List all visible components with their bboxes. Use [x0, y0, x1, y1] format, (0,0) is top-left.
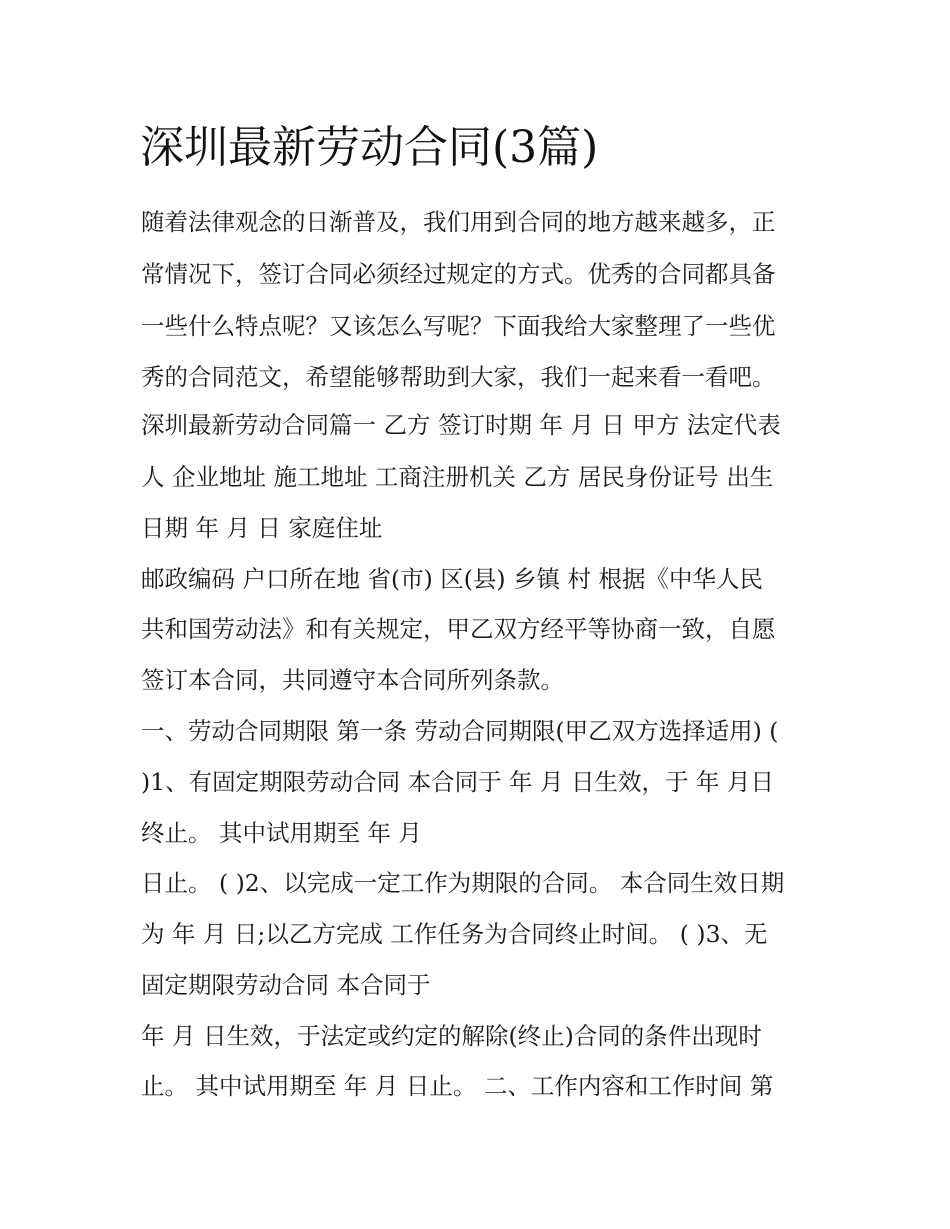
body-line: 常情况下，签订合同必须经过规定的方式。优秀的合同都具备	[141, 260, 776, 288]
body-line: 邮政编码 户口所在地 省(市) 区(县) 乡镇 村 根据《中华人民	[141, 565, 763, 593]
body-line: 共和国劳动法》和有关规定，甲乙双方经平等协商一致，自愿	[141, 615, 776, 643]
body-line: 秀的合同范文，希望能够帮助到大家，我们一起来看一看吧。	[141, 363, 776, 391]
body-line: 一、劳动合同期限 第一条 劳动合同期限(甲乙双方选择适用) (	[141, 717, 779, 745]
body-line: 一些什么特点呢？又该怎么写呢？下面我给大家整理了一些优	[141, 312, 776, 340]
body-line: 固定期限劳动合同 本合同于	[141, 971, 431, 999]
body-line: 日期 年 月 日 家庭住址	[141, 514, 383, 542]
body-line: 年 月 日生效，于法定或约定的解除(终止)合同的条件出现时	[141, 1022, 762, 1050]
document-title: 深圳最新劳动合同(3篇)	[140, 122, 599, 173]
body-line: 人 企业地址 施工地址 工商注册机关 乙方 居民身份证号 出生	[141, 463, 774, 491]
body-line: 深圳最新劳动合同篇一 乙方 签订时期 年 月 日 甲方 法定代表	[141, 411, 781, 439]
body-line: 签订本合同，共同遵守本合同所列条款。	[141, 666, 564, 694]
body-line: 日止。 ( )2、以完成一定工作为期限的合同。 本合同生效日期	[141, 869, 785, 897]
body-line: 止。 其中试用期至 年 月 日止。 二、工作内容和工作时间 第	[141, 1072, 774, 1100]
body-line: 终止。 其中试用期至 年 月	[141, 819, 422, 847]
body-line: 为 年 月 日;以乙方完成 工作任务为合同终止时间。 ( )3、无	[141, 920, 768, 948]
body-line: 随着法律观念的日渐普及，我们用到合同的地方越来越多，正	[141, 208, 776, 236]
body-line: )1、有固定期限劳动合同 本合同于 年 月 日生效，于 年 月日	[141, 768, 774, 796]
